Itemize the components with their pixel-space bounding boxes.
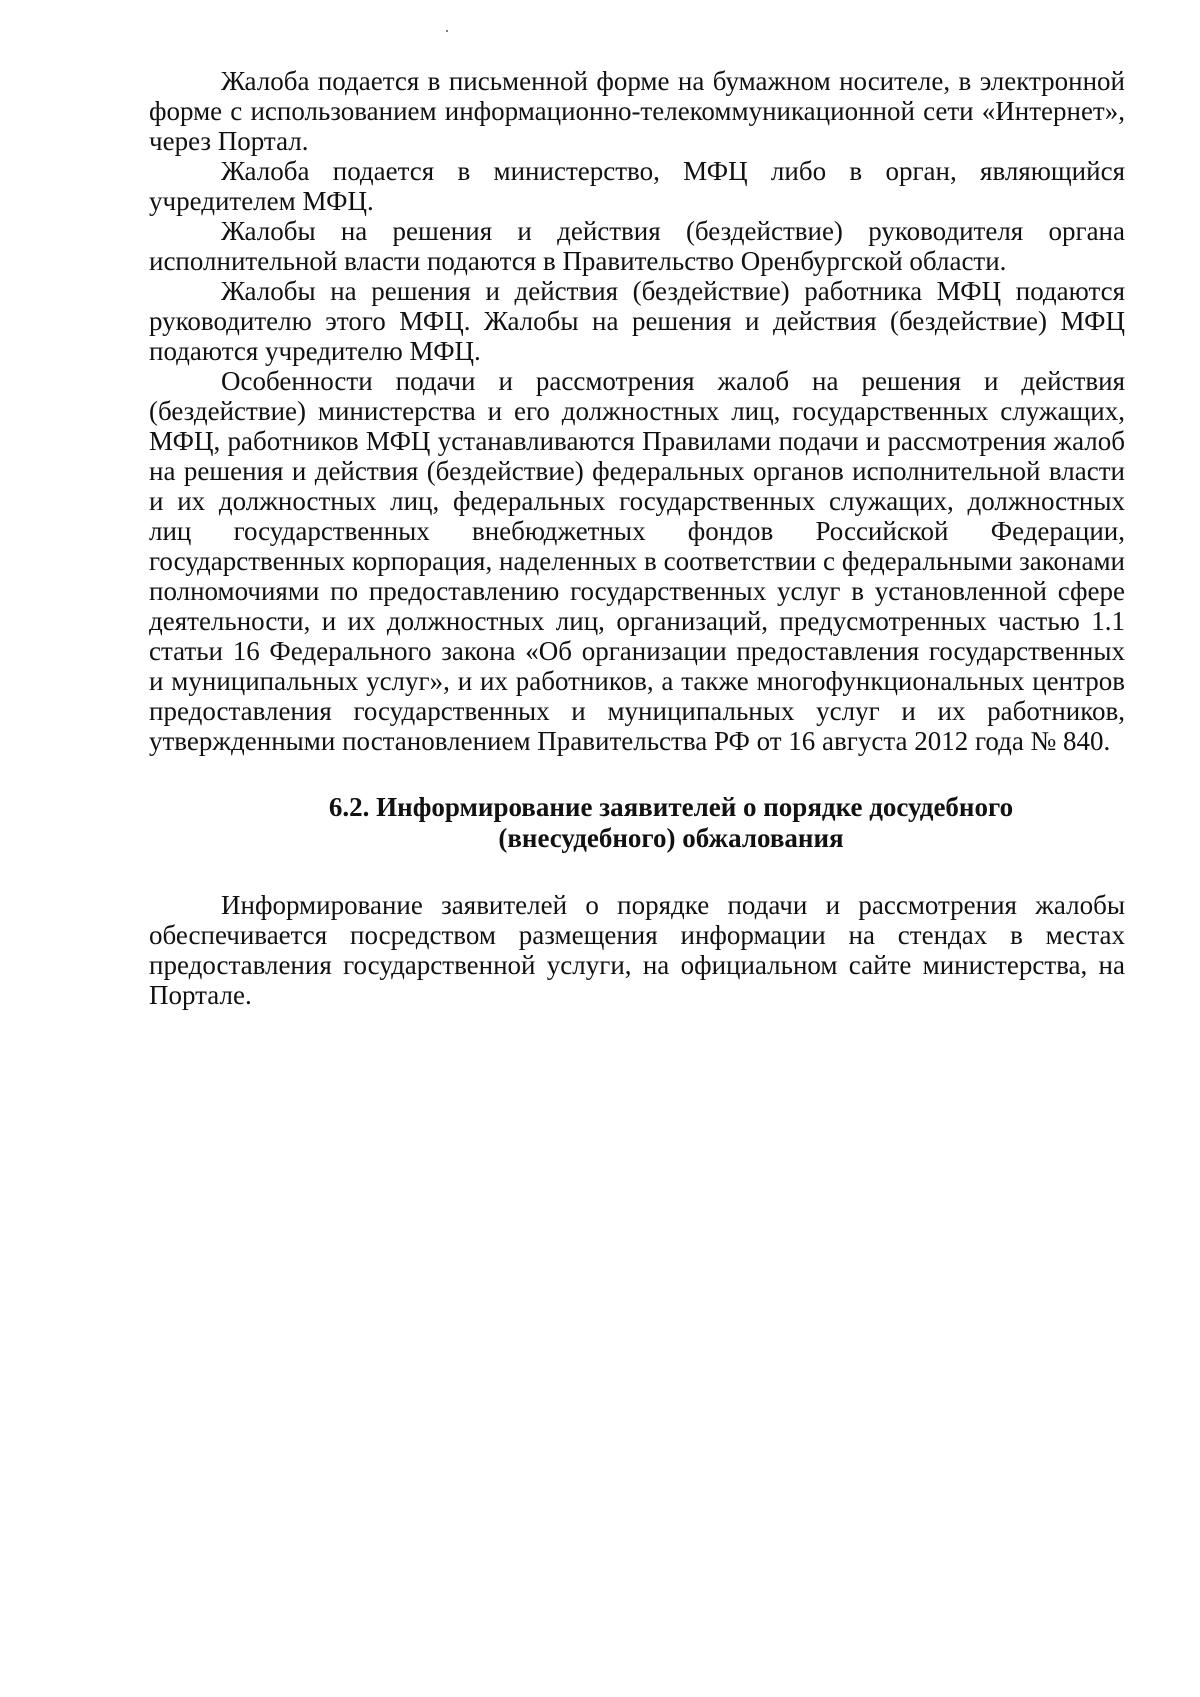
paragraph-complaint-government: Жалобы на решения и действия (бездействие) руководителя органа исполнительной власти подаются в Правительство Оренбургской области. <box>149 216 1125 276</box>
section-heading-line1: 6.2. Информирование заявителей о порядке досудебного <box>328 792 1014 822</box>
paragraph-complaint-mfc: Жалобы на решения и действия (бездействие) работника МФЦ подаются руководителю этого МФЦ. Жалобы на решения и действия (бездействие) МФЦ подаются учредителю МФЦ. <box>149 276 1125 366</box>
section-heading-line2: (внесудебного) обжалования <box>498 823 844 853</box>
paragraph-complaint-rules: Особенности подачи и рассмотрения жалоб на решения и действия (бездействие) министерства и его должностных лиц, государственных служащих, МФЦ, работников МФЦ устанавливаются Правилами подачи и рассмотрения жалоб на решения и действия (бездействие) федеральных органов исполнительной власти и их должностных лиц, федеральных государственных служащих, должностных лиц государственных внебюджетных фондов Российской Федерации, государственных корпорация, наделенных в соответствии с федеральными законами полномочиями по предоставлению государственных услуг в установленной сфере деятельности, и их должностных лиц, организаций, предусмотренных частью 1.1 статьи 16 Федерального закона «Об организации предоставления государственных и муниципальных услуг», и их работников, а также многофункциональных центров предоставления государственных и муниципальных услуг и их работников, утвержденными постановлением Правительства РФ от 16 августа 2012 года № 840. <box>149 366 1125 756</box>
scan-artifact-dot <box>446 30 448 32</box>
section-heading <box>149 792 1125 854</box>
document-body <box>149 66 1125 1010</box>
paragraph-complaint-recipient: Жалоба подается в министерство, МФЦ либо в орган, являющийся учредителем МФЦ. <box>149 156 1125 216</box>
paragraph-informing: Информирование заявителей о порядке подачи и рассмотрения жалобы обеспечивается посредством размещения информации на стендах в местах предоставления государственной услуги, на официальном сайте министерства, на Портале. <box>149 890 1125 1010</box>
paragraph-complaint-form: Жалоба подается в письменной форме на бумажном носителе, в электронной форме с использованием информационно-телекоммуникационной сети «Интернет», через Портал. <box>149 66 1125 156</box>
